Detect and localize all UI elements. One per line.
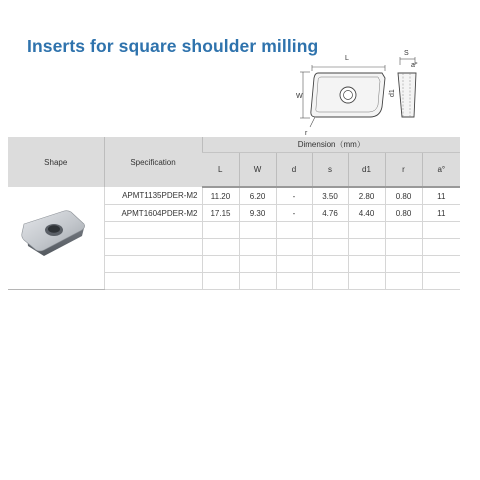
cell-s: 4.76 <box>312 205 348 222</box>
cell-spec: APMT1604PDER-M2 <box>104 205 202 222</box>
cell-d1: 4.40 <box>348 205 385 222</box>
label-d1: d1 <box>389 89 396 97</box>
label-a: a° <box>411 62 418 69</box>
header-shape: Shape <box>8 137 104 187</box>
header-dimension: Dimension（mm） <box>202 137 460 153</box>
label-r: r <box>305 130 308 137</box>
table-row <box>8 187 460 205</box>
cell-a: 11 <box>422 205 460 222</box>
header-W: W <box>239 153 276 188</box>
cell-s: 3.50 <box>312 187 348 205</box>
header-d: d <box>276 153 312 188</box>
header-L: L <box>202 153 239 188</box>
header-a: a° <box>422 153 460 188</box>
insert-photo-icon <box>16 206 96 268</box>
label-S: S <box>404 50 409 57</box>
cell-L: 11.20 <box>202 187 239 205</box>
cell-L: 17.15 <box>202 205 239 222</box>
header-r: r <box>385 153 422 188</box>
page-title: Inserts for square shoulder milling <box>27 36 319 56</box>
cell-r: 0.80 <box>385 205 422 222</box>
header-specification: Specification <box>104 137 202 187</box>
cell-d: - <box>276 187 312 205</box>
header-d1: d1 <box>348 153 385 188</box>
label-L: L <box>345 55 349 62</box>
cell-W: 9.30 <box>239 205 276 222</box>
cell-W: 6.20 <box>239 187 276 205</box>
cell-r: 0.80 <box>385 187 422 205</box>
cell-d1: 2.80 <box>348 187 385 205</box>
cell-spec: APMT1135PDER-M2 <box>104 187 202 205</box>
cell-a: 11 <box>422 187 460 205</box>
spec-table <box>8 137 460 290</box>
shape-cell <box>8 187 104 290</box>
cell-d: - <box>276 205 312 222</box>
label-W: W <box>296 93 303 100</box>
header-s: s <box>312 153 348 188</box>
insert-drawing-icon <box>290 45 450 145</box>
